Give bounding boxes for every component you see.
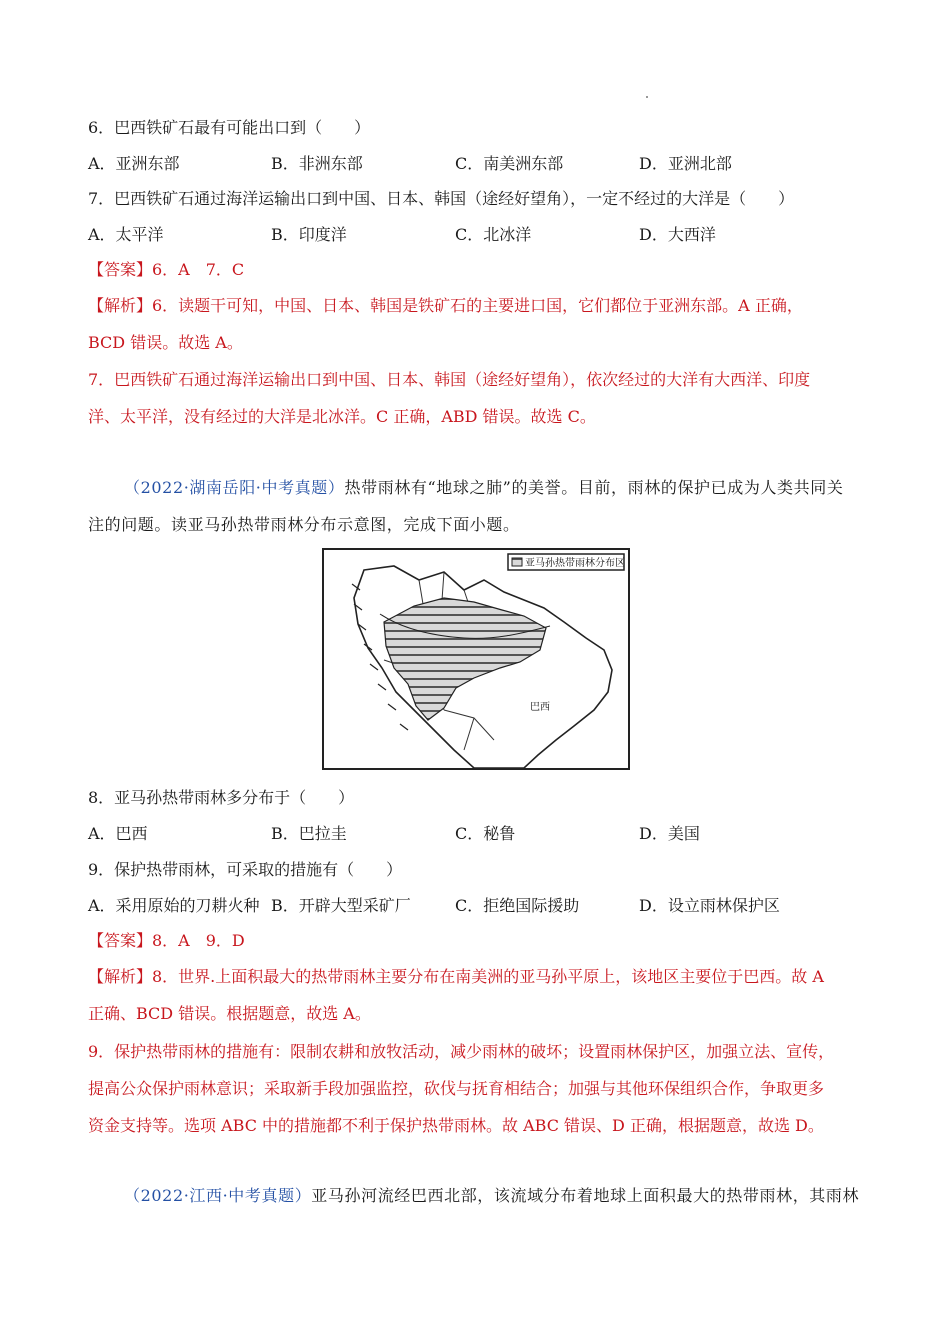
passage-1-line1 bbox=[124, 476, 843, 500]
question-6-stem: 6．巴西铁矿石最有可能出口到（ ） bbox=[88, 118, 371, 137]
passage-2-line1 bbox=[124, 1184, 859, 1208]
brazil-label: 巴西 bbox=[530, 702, 550, 713]
analysis-9-line1: 9．保护热带雨林的措施有：限制农耕和放牧活动，减少雨林的破坏；设置雨林保护区，加强立法、宣传， bbox=[88, 1042, 835, 1061]
legend-label: 亚马孙热带雨林分布区 bbox=[525, 558, 625, 569]
answer-8-9: 【答案】8．A 9．D bbox=[88, 931, 245, 950]
map-legend bbox=[508, 554, 625, 570]
question-7-stem: 7．巴西铁矿石通过海洋运输出口到中国、日本、韩国（途经好望角），一定不经过的大洋是（ ） bbox=[88, 189, 795, 208]
q6-option-c: C．南美洲东部 bbox=[455, 154, 564, 173]
q7-option-a: A．太平洋 bbox=[88, 225, 164, 244]
q7-option-d: D．大西洋 bbox=[639, 225, 716, 244]
q6-option-b: B．非洲东部 bbox=[271, 154, 363, 173]
answer-6-7: 【答案】6．A 7．C bbox=[88, 260, 245, 279]
q8-option-b: B．巴拉圭 bbox=[271, 824, 347, 843]
analysis-7-line1: 7．巴西铁矿石通过海洋运输出口到中国、日本、韩国（途经好望角），依次经过的大洋有大西洋、印度 bbox=[88, 370, 811, 389]
passage-2-source: （2022·江西·中考真题） bbox=[124, 1186, 312, 1205]
question-8-stem: 8．亚马孙热带雨林多分布于（ ） bbox=[88, 788, 355, 807]
q9-option-b: B．开辟大型采矿厂 bbox=[271, 896, 411, 915]
legend-swatch bbox=[512, 558, 522, 566]
q8-option-d: D．美国 bbox=[639, 824, 700, 843]
analysis-8-line2: 正确、BCD 错误。根据题意，故选 A。 bbox=[88, 1004, 371, 1023]
q9-option-d: D．设立雨林保护区 bbox=[639, 896, 780, 915]
analysis-7-line2: 洋、太平洋，没有经过的大洋是北冰洋。C 正确，ABD 错误。故选 C。 bbox=[88, 407, 596, 426]
q7-option-b: B．印度洋 bbox=[271, 225, 347, 244]
passage-1-text1: 热带雨林有“地球之肺”的美誉。目前，雨林的保护已成为人类共同关 bbox=[344, 478, 844, 497]
passage-1-line2: 注的问题。读亚马孙热带雨林分布示意图，完成下面小题。 bbox=[88, 515, 520, 534]
q8-option-a: A．巴西 bbox=[88, 824, 148, 843]
q6-option-a: A．亚洲东部 bbox=[88, 154, 180, 173]
q6-option-d: D．亚洲北部 bbox=[639, 154, 732, 173]
analysis-6-line1: 【解析】6．读题干可知，中国、日本、韩国是铁矿石的主要进口国，它们都位于亚洲东部。A 正确， bbox=[88, 296, 803, 315]
analysis-9-line3: 资金支持等。选项 ABC 中的措施都不利于保护热带雨林。故 ABC 错误、D 正确，根据题意，故选 D。 bbox=[88, 1116, 824, 1135]
scan-dot bbox=[646, 96, 648, 98]
q8-option-c: C．秘鲁 bbox=[455, 824, 516, 843]
passage-2-text1: 亚马孙河流经巴西北部，该流域分布着地球上面积最大的热带雨林，其雨林 bbox=[311, 1186, 860, 1205]
question-9-stem: 9．保护热带雨林，可采取的措施有（ ） bbox=[88, 860, 403, 879]
q9-option-c: C．拒绝国际援助 bbox=[455, 896, 580, 915]
passage-1-source: （2022·湖南岳阳·中考真题） bbox=[124, 478, 345, 497]
analysis-9-line2: 提高公众保护雨林意识；采取新手段加强监控，砍伐与抚育相结合；加强与其他环保组织合作，争取更多 bbox=[88, 1079, 825, 1098]
map-figure bbox=[324, 550, 628, 768]
amazon-rainforest-map bbox=[322, 548, 630, 770]
q7-option-c: C．北冰洋 bbox=[455, 225, 532, 244]
q9-option-a: A．采用原始的刀耕火种 bbox=[88, 896, 260, 915]
analysis-8-line1: 【解析】8．世界.上面积最大的热带雨林主要分布在南美洲的亚马孙平原上，该地区主要位于巴西。故 A bbox=[88, 967, 824, 986]
analysis-6-line2: BCD 错误。故选 A。 bbox=[88, 333, 243, 352]
